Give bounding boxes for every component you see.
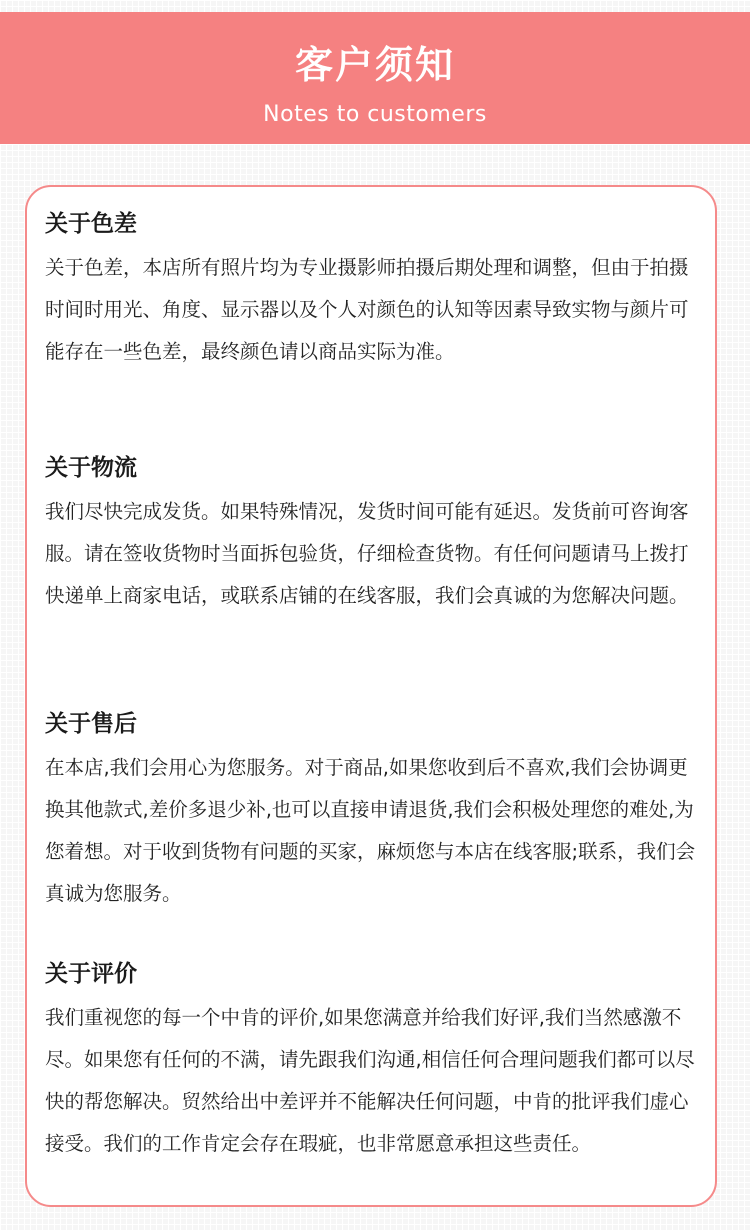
section-color-difference: [45, 209, 697, 373]
section-title: 关于评价: [45, 961, 137, 987]
section-after-sales: [45, 709, 697, 915]
page-header: [0, 12, 750, 144]
notice-card: [25, 185, 717, 1207]
section-title: 关于售后: [45, 711, 137, 737]
section-reviews: [45, 959, 697, 1165]
section-body: 我们尽快完成发货。如果特殊情况，发货时间可能有延迟。发货前可咨询客服。请在签收货物时当面拆包验货，仔细检查货物。有任何问题请马上拨打快递单上商家电话，或联系店铺的在线客服，我们会真诚的为您解决问题。: [45, 500, 689, 607]
section-body: 关于色差，本店所有照片均为专业摄影师拍摄后期处理和调整，但由于拍摄时间时用光、角度、显示器以及个人对颜色的认知等因素导致实物与颜片可能存在一些色差，最终颜色请以商品实际为准。: [45, 256, 689, 363]
section-logistics: [45, 453, 697, 617]
section-title: 关于物流: [45, 455, 137, 481]
section-body: 我们重视您的每一个中肯的评价,如果您满意并给我们好评,我们当然感激不尽。如果您有任何的不满，请先跟我们沟通,相信任何合理问题我们都可以尽快的帮您解决。贸然给出中差评并不能解决任何问题，中肯的批评我们虚心接受。我们的工作肯定会存在瑕疵，也非常愿意承担这些责任。: [45, 1006, 695, 1155]
section-body: 在本店,我们会用心为您服务。对于商品,如果您收到后不喜欢,我们会协调更换其他款式,差价多退少补,也可以直接申请退货,我们会积极处理您的难处,为您着想。对于收到货物有问题的买家，麻烦您与本店在线客服;联系，我们会真诚为您服务。: [45, 756, 696, 905]
page-subtitle: Notes to customers: [263, 102, 487, 127]
page-title: 客户须知: [294, 43, 455, 87]
section-title: 关于色差: [45, 211, 137, 237]
